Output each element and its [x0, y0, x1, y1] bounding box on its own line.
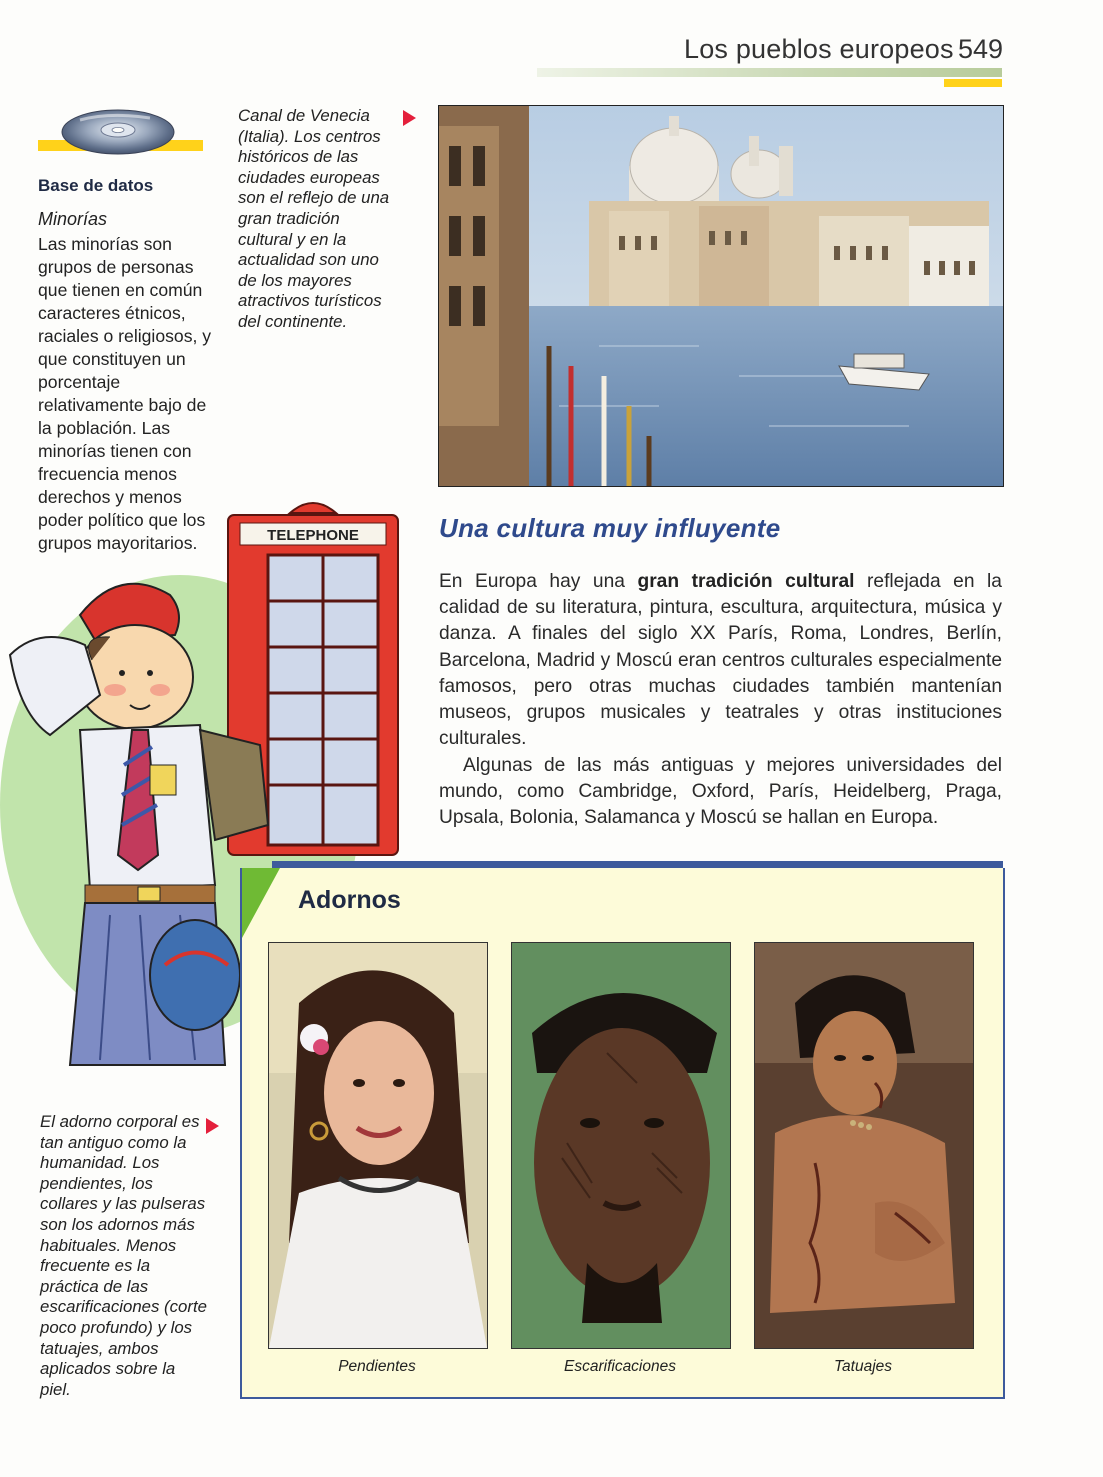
para1-text-end: reflejada en la calidad de su literatura, pintura, escultura, arquitectura, música y danza. A finales del siglo XX París, Roma, Londres, Berlín, Barcelona, Madrid y Moscú eran centros culturales especialmente famosos, pero otras muchas ciudades también mantenían museos, grupos musicales y teatrales y otras instituciones culturales.	[439, 571, 1002, 750]
body-paragraph-2: Algunas de las más antiguas y mejores universidades del mundo, como Cambridge, Oxford, París, Heidelberg, Praga, Upsala, Bolonia, Salamanca y Moscú se hallan en Europa.	[439, 755, 1002, 829]
para1-text-start: En Europa hay una	[439, 571, 638, 592]
venice-canal-photo	[438, 105, 1004, 487]
body-paragraph-1	[439, 569, 1002, 752]
database-title: Base de datos	[38, 176, 154, 195]
para1-bold-term: gran tradición cultural	[637, 571, 855, 592]
running-header-title: Los pueblos europeos	[684, 34, 954, 64]
tattoo-photo	[754, 942, 974, 1349]
venice-caption: Canal de Venecia (Italia). Los centros históricos de las ciudades europeas son el reflejo de una gran tradición cultural y en la actualidad son uno de los mayores atractivos turísticos del continente.	[238, 106, 390, 331]
section-heading: Una cultura muy influyente	[439, 513, 781, 543]
adornos-title: Adornos	[298, 886, 401, 914]
photo-label-earrings: Pendientes	[338, 1358, 416, 1375]
cd-icon	[60, 106, 180, 163]
adornment-caption: El adorno corporal es tan antiguo como la humanidad. Los pendientes, los collares y las pulseras son los adornos más habituales. Menos frecuente es la práctica de las escarificaciones (corte poco profundo) y los tatuajes, ambos aplicados sobre la piel.	[40, 1112, 207, 1399]
photo-label-tattoos: Tatuajes	[833, 1358, 893, 1375]
adornos-top-rule	[272, 861, 1003, 868]
database-subtitle: Minorías	[38, 209, 108, 229]
page-number: 549	[958, 34, 1004, 64]
caption-arrow-icon	[403, 110, 416, 126]
telephone-sign: TELEPHONE	[267, 527, 359, 544]
database-body: Las minorías son grupos de personas que tienen en común caracteres étnicos, raciales o religiosos, y que constituyen un porcentaje relativamente bajo de la población. Las minorías tienen con frecuencia menos derechos y menos poder político que los grupos mayoritarios.	[38, 234, 212, 553]
header-accent-bar	[944, 79, 1002, 87]
header-rule	[537, 68, 1002, 77]
photo-label-scarification: Escarificaciones	[564, 1358, 676, 1375]
scarification-photo	[511, 942, 731, 1349]
caption-arrow-icon	[206, 1118, 219, 1134]
earrings-photo	[268, 942, 488, 1349]
adornos-green-corner	[242, 868, 280, 938]
